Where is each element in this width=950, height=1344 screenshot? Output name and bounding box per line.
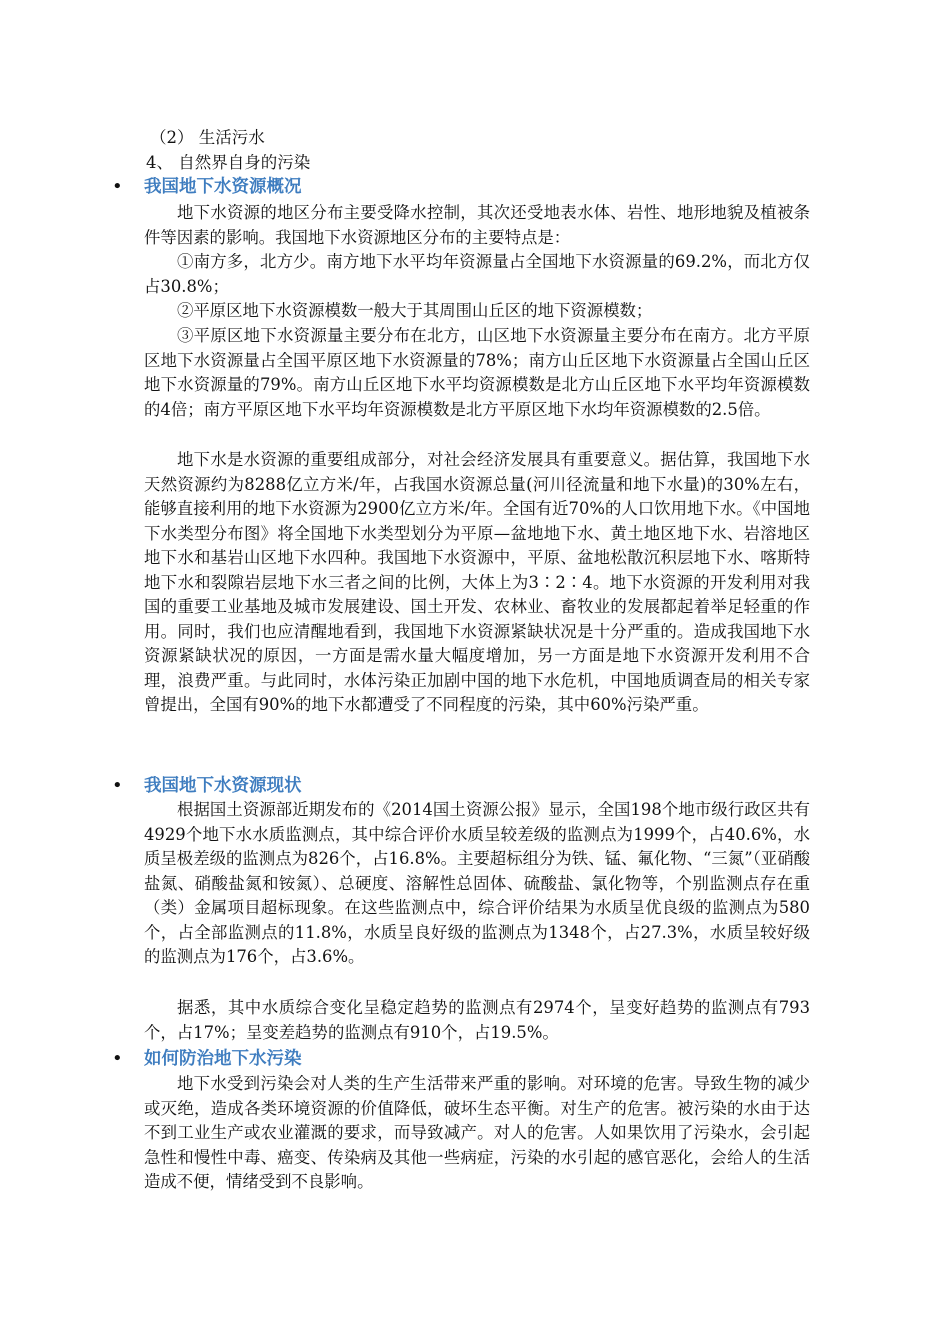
list-item-2: （2） 生活污水 — [150, 128, 265, 147]
section-header — [112, 773, 812, 799]
paragraph: ①南方多，北方少。南方地下水平均年资源量占全国地下水资源量的69.2%，而北方仅占30.8%； — [144, 252, 810, 296]
section-header — [112, 1046, 812, 1072]
paragraph: 地下水受到污染会对人类的生产生活带来严重的影响。对环境的危害。导致生物的减少或灭绝，造成各类环境资源的价值降低，破坏生态平衡。对生产的危害。被污染的水由于达不到工业生产或农业灌溉的要求，而导致减产。对人的危害。人如果饮用了污染水，会引起急性和慢性中毒、癌变、传染病及其他一些病症，污染的水引起的感官恶化，会给人的生活造成不便，情绪受到不良影响。 — [144, 1074, 810, 1191]
bullet-icon: • — [112, 176, 123, 197]
list-item-4: 4、 自然界自身的污染 — [146, 153, 311, 172]
paragraph: 地下水资源的地区分布主要受降水控制，其次还受地表水体、岩性、地形地貌及植被条件等因素的影响。我国地下水资源地区分布的主要特点是： — [144, 203, 810, 247]
section-heading: 我国地下水资源现状 — [144, 776, 302, 796]
paragraph: 据悉，其中水质综合变化呈稳定趋势的监测点有2974个，呈变好趋势的监测点有793个，占17%；呈变差趋势的监测点有910个，占19.5%。 — [144, 998, 810, 1042]
paragraph: 地下水是水资源的重要组成部分，对社会经济发展具有重要意义。据估算，我国地下水天然资源约为8288亿立方米/年，占我国水资源总量(河川径流量和地下水量)的30%左右，能够直接利用的地下水资源为2900亿立方米/年。全国有近70%的人口饮用地下水。《中国地下水类型分布图》将全国地下水类型划分为平原—盆地地下水、黄土地区地下水、岩溶地区地下水和基岩山区地下水四种。我国地下水资源中，平原、盆地松散沉积层地下水、喀斯特地下水和裂隙岩层地下水三者之间的比例，大体上为3∶2∶4。地下水资源的开发利用对我国的重要工业基地及城市发展建设、国土开发、农林业、畜牧业的发展都起着举足轻重的作用。同时，我们也应清醒地看到，我国地下水资源紧缺状况是十分严重的。造成我国地下水资源紧缺状况的原因，一方面是需水量大幅度增加，另一方面是地下水资源开发利用不合理，浪费严重。与此同时，水体污染正加剧中国的地下水危机，中国地质调查局的相关专家曾提出，全国有90%的地下水都遭受了不同程度的污染，其中60%污染严重。 — [144, 450, 810, 714]
paragraph: ②平原区地下水资源模数一般大于其周围山丘区的地下资源模数； — [177, 301, 653, 320]
bullet-icon: • — [112, 1048, 123, 1069]
paragraph: ③平原区地下水资源量主要分布在北方，山区地下水资源量主要分布在南方。北方平原区地下水资源量占全国平原区地下水资源量的78%；南方山丘区地下水资源量占全国山丘区地下水资源量的79%。南方山丘区地下水平均资源模数是北方山丘区地下水平均年资源模数的4倍；南方平原区地下水平均年资源模数是北方平原区地下水均年资源模数的2.5倍。 — [144, 326, 810, 419]
section-header — [112, 174, 812, 200]
paragraph: 根据国土资源部近期发布的《2014国土资源公报》显示，全国198个地市级行政区共有4929个地下水水质监测点，其中综合评价水质呈较差级的监测点为1999个，占40.6%，水质呈极差级的监测点为826个，占16.8%。主要超标组分为铁、锰、氟化物、“三氮”（亚硝酸盐氮、硝酸盐氮和铵氮）、总硬度、溶解性总固体、硫酸盐、氯化物等，个别监测点存在重（类）金属项目超标现象。在这些监测点中，综合评价结果为水质呈优良级的监测点为580个，占全部监测点的11.8%，水质呈良好级的监测点为1348个，占27.3%，水质呈较好级的监测点为176个，占3.6%。 — [144, 800, 810, 966]
section-heading: 我国地下水资源概况 — [144, 177, 302, 197]
bullet-icon: • — [112, 775, 123, 796]
section-heading: 如何防治地下水污染 — [144, 1049, 302, 1069]
